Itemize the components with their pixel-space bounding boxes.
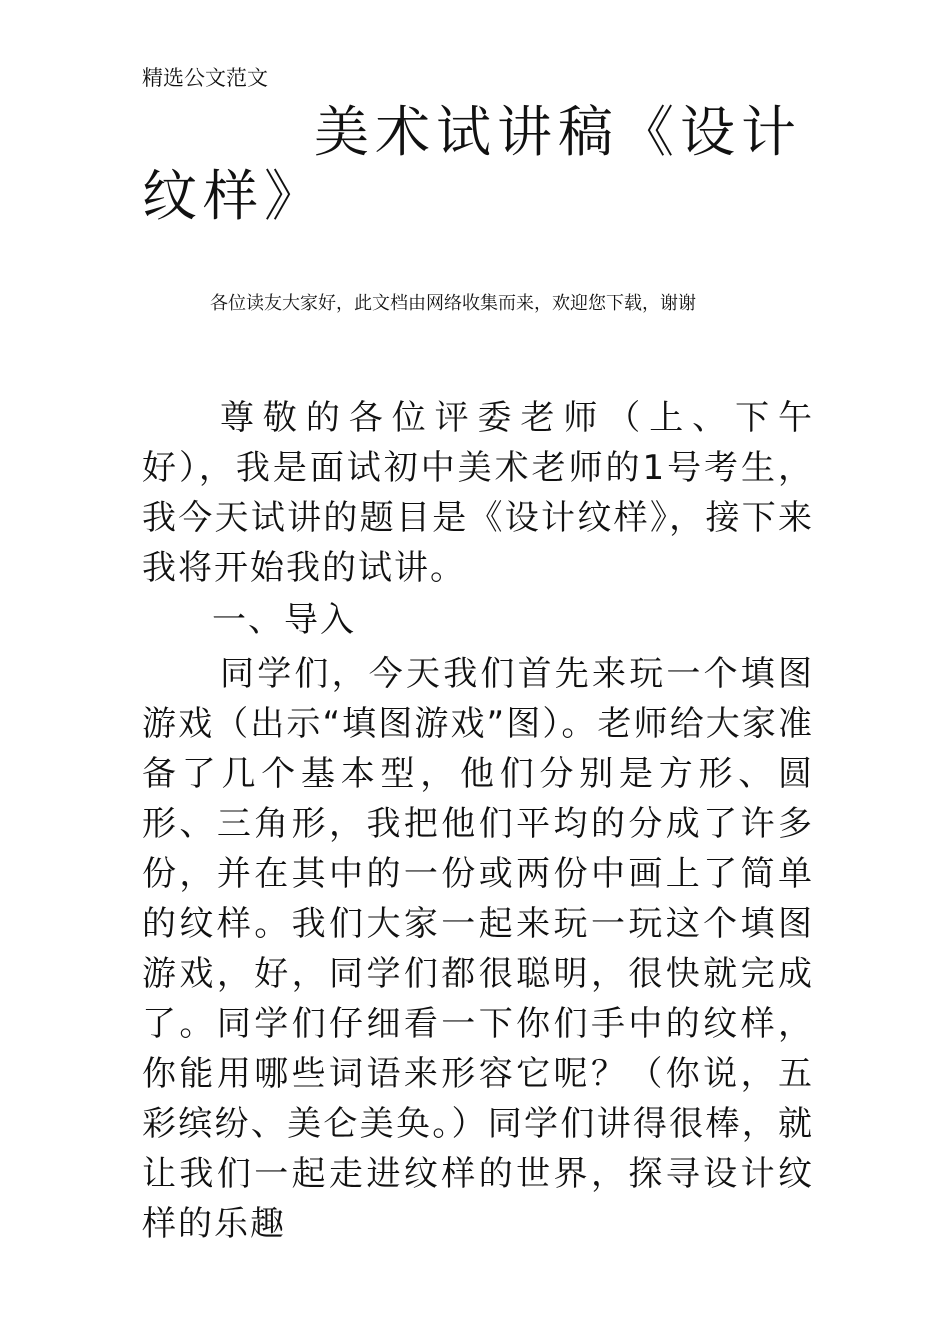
section-heading-intro: 一、导入 (212, 600, 356, 640)
intro-note: 各位读友大家好，此文档由网络收集而来，欢迎您下载，谢谢 (210, 293, 696, 314)
header-label: 精选公文范文 (142, 66, 268, 90)
document-title: 美术试讲稿《设计纹样》 (142, 100, 803, 228)
document-body (142, 393, 814, 1249)
paragraph-greeting: 尊敬的各位评委老师（上、下午好），我是面试初中美术老师的1号考生，我今天试讲的题目是《设计纹样》，接下来我将开始我的试讲。 (142, 398, 814, 588)
paragraph-game: 同学们，今天我们首先来玩一个填图游戏（出示“填图游戏”图）。老师给大家准备了几个基本型，他们分别是方形、圆形、三角形，我把他们平均的分成了许多份，并在其中的一份或两份中画上了简单的纹样。我们大家一起来玩一玩这个填图游戏，好，同学们都很聪明，很快就完成了。同学们仔细看一下你们手中的纹样，你能用哪些词语来形容它呢？（你说，五彩缤纷、美仑美奂。）同学们讲得很棒，就让我们一起走进纹样的世界，探寻设计纹样的乐趣 (142, 654, 814, 1244)
